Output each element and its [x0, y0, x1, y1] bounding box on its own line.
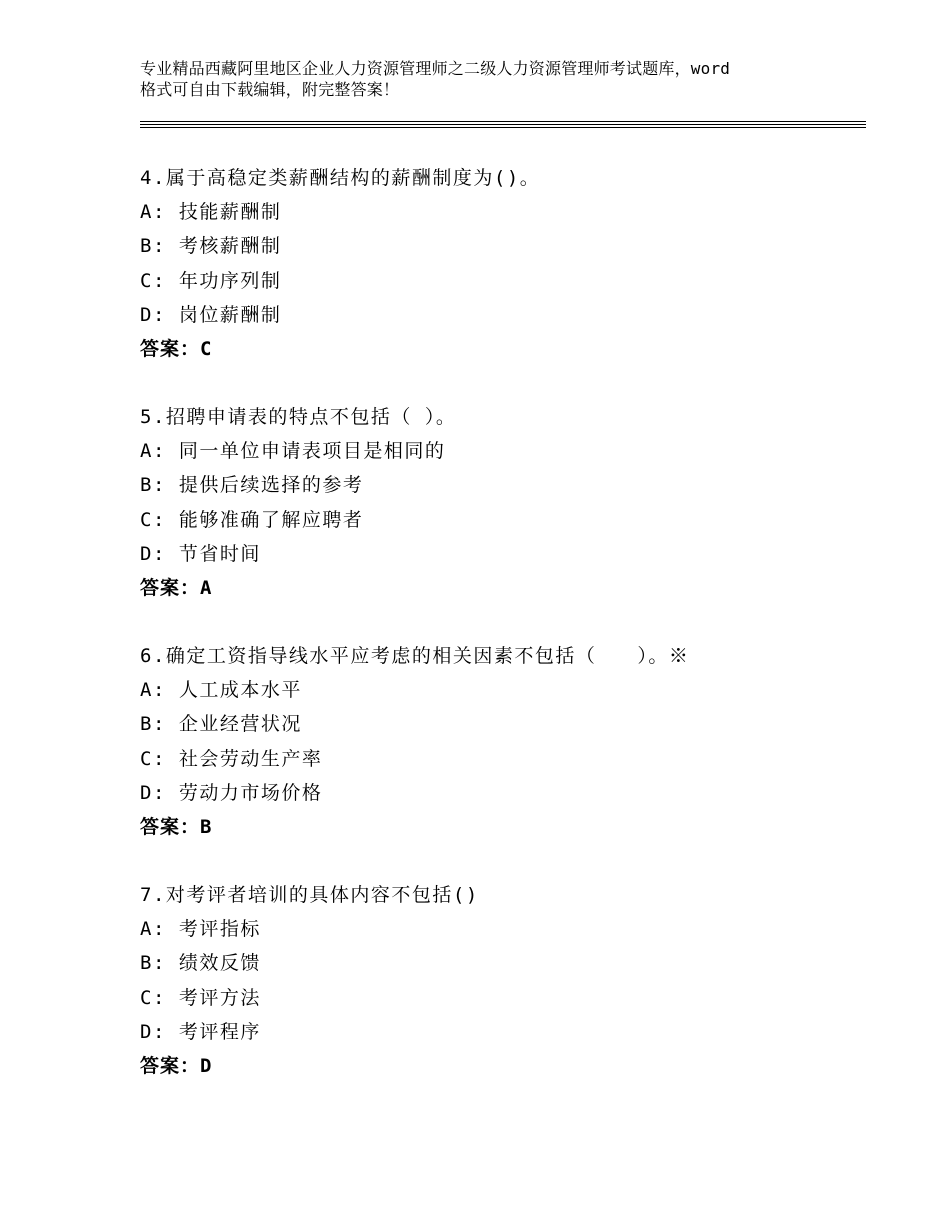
header-line-1: 专业精品西藏阿里地区企业人力资源管理师之二级人力资源管理师考试题库，word — [140, 59, 731, 78]
question-stem: 4.属于高稳定类薪酬结构的薪酬制度为()。 — [140, 167, 541, 189]
option-d: D: 考评程序 — [140, 1020, 261, 1043]
answer-value: A — [200, 576, 213, 599]
answer-label: 答案： — [140, 815, 201, 838]
option-a: A: 考评指标 — [140, 918, 261, 941]
answer-line — [140, 332, 840, 366]
question-block — [140, 639, 840, 844]
option-b: B: 考核薪酬制 — [140, 235, 282, 258]
question-block — [140, 161, 840, 366]
option-c: C: 能够准确了解应聘者 — [140, 508, 364, 531]
option-a: A: 技能薪酬制 — [140, 201, 282, 224]
answer-value: B — [200, 815, 213, 838]
header-divider-middle — [140, 124, 866, 125]
question-block — [140, 878, 840, 1083]
option-a: A: 人工成本水平 — [140, 679, 302, 702]
document-header — [140, 58, 840, 100]
option-b: B: 提供后续选择的参考 — [140, 474, 364, 497]
answer-label: 答案： — [140, 1054, 201, 1077]
option-b: B: 绩效反馈 — [140, 952, 261, 975]
header-divider-top — [140, 121, 866, 122]
answer-line — [140, 810, 840, 844]
question-block — [140, 400, 840, 605]
header-line-2: 格式可自由下载编辑，附完整答案！ — [140, 80, 400, 99]
answer-line — [140, 571, 840, 605]
answer-label: 答案： — [140, 337, 201, 360]
answer-line — [140, 1049, 840, 1083]
option-c: C: 年功序列制 — [140, 269, 282, 292]
option-a: A: 同一单位申请表项目是相同的 — [140, 440, 446, 463]
question-stem: 5.招聘申请表的特点不包括（ ）。 — [140, 406, 457, 428]
question-stem: 6.确定工资指导线水平应考虑的相关因素不包括（ ）。※ — [140, 645, 690, 667]
option-c: C: 社会劳动生产率 — [140, 747, 323, 770]
answer-value: D — [200, 1054, 213, 1077]
option-c: C: 考评方法 — [140, 986, 261, 1009]
question-stem: 7.对考评者培训的具体内容不包括() — [140, 884, 479, 906]
header-divider-bottom — [140, 127, 866, 128]
option-d: D: 岗位薪酬制 — [140, 303, 282, 326]
answer-label: 答案： — [140, 576, 201, 599]
option-d: D: 劳动力市场价格 — [140, 781, 323, 804]
option-d: D: 节省时间 — [140, 542, 261, 565]
answer-value: C — [200, 337, 213, 360]
option-b: B: 企业经营状况 — [140, 713, 302, 736]
